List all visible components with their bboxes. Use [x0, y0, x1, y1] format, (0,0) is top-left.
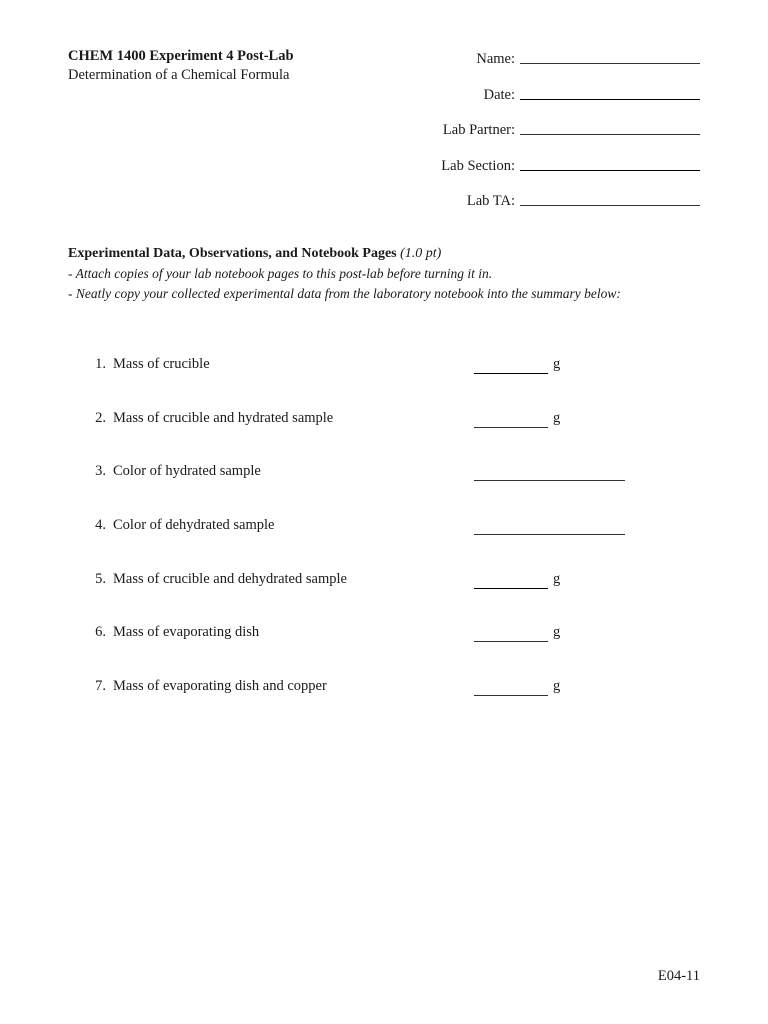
date-blank[interactable]: [520, 98, 700, 100]
name-field[interactable]: [476, 48, 700, 68]
lab-ta-field[interactable]: [467, 190, 700, 210]
answer-blank[interactable]: [474, 426, 548, 428]
date-field[interactable]: [484, 84, 700, 104]
name-blank[interactable]: [520, 62, 700, 64]
item-label: Mass of crucible and hydrated sample: [113, 410, 334, 426]
data-section-header: [68, 244, 708, 304]
lab-section-label: Lab Section:: [441, 158, 515, 174]
item-number: 3.: [95, 463, 106, 479]
lab-ta-blank[interactable]: [520, 204, 700, 206]
document-header: [68, 47, 294, 85]
item-number: 4.: [95, 517, 106, 533]
section-title: Experimental Data, Observations, and Notebook Pages: [68, 246, 397, 261]
item-number: 1.: [95, 356, 106, 372]
experiment-subtitle: Determination of a Chemical Formula: [68, 67, 290, 83]
item-label: Color of dehydrated sample: [113, 517, 275, 533]
lab-partner-blank[interactable]: [520, 133, 700, 135]
unit-label: g: [553, 356, 561, 372]
list-item: [88, 463, 608, 483]
item-label: Mass of evaporating dish and copper: [113, 678, 327, 694]
section-heading-line: [68, 244, 708, 264]
item-label: Mass of crucible and dehydrated sample: [113, 571, 347, 587]
unit-label: g: [553, 410, 561, 426]
list-item: [88, 678, 608, 698]
answer-blank[interactable]: [474, 694, 548, 696]
instruction-copy-data: - Neatly copy your collected experimental data from the laboratory notebook into the summary below:: [68, 286, 621, 301]
list-item: [88, 571, 608, 591]
list-item: [88, 624, 608, 644]
answer-blank[interactable]: [474, 587, 548, 589]
item-number: 5.: [95, 571, 106, 587]
name-label: Name:: [476, 51, 515, 67]
lab-partner-label: Lab Partner:: [442, 122, 515, 138]
date-label: Date:: [483, 87, 515, 103]
answer-blank[interactable]: [474, 533, 625, 535]
lab-section-field[interactable]: [441, 155, 700, 175]
item-label: Mass of crucible: [113, 356, 210, 372]
answer-blank[interactable]: [474, 479, 625, 481]
unit-label: g: [553, 571, 561, 587]
item-number: 2.: [95, 410, 106, 426]
list-item: [88, 410, 608, 430]
instruction-attach-notebook: - Attach copies of your lab notebook pages to this post-lab before turning it in.: [68, 266, 493, 281]
section-points: (1.0 pt): [400, 246, 442, 261]
unit-label: g: [553, 678, 561, 694]
page-code: E04-11: [657, 968, 700, 984]
lab-partner-field[interactable]: [443, 119, 700, 139]
course-title: CHEM 1400 Experiment 4 Post-Lab: [68, 48, 294, 64]
list-item: [88, 356, 608, 376]
lab-section-blank[interactable]: [520, 169, 700, 171]
unit-label: g: [553, 624, 561, 640]
item-label: Color of hydrated sample: [113, 463, 261, 479]
lab-ta-label: Lab TA:: [466, 193, 515, 209]
answer-blank[interactable]: [474, 640, 548, 642]
item-number: 6.: [95, 624, 106, 640]
answer-blank[interactable]: [474, 372, 548, 374]
item-label: Mass of evaporating dish: [113, 624, 260, 640]
list-item: [88, 517, 608, 537]
item-number: 7.: [95, 678, 106, 694]
